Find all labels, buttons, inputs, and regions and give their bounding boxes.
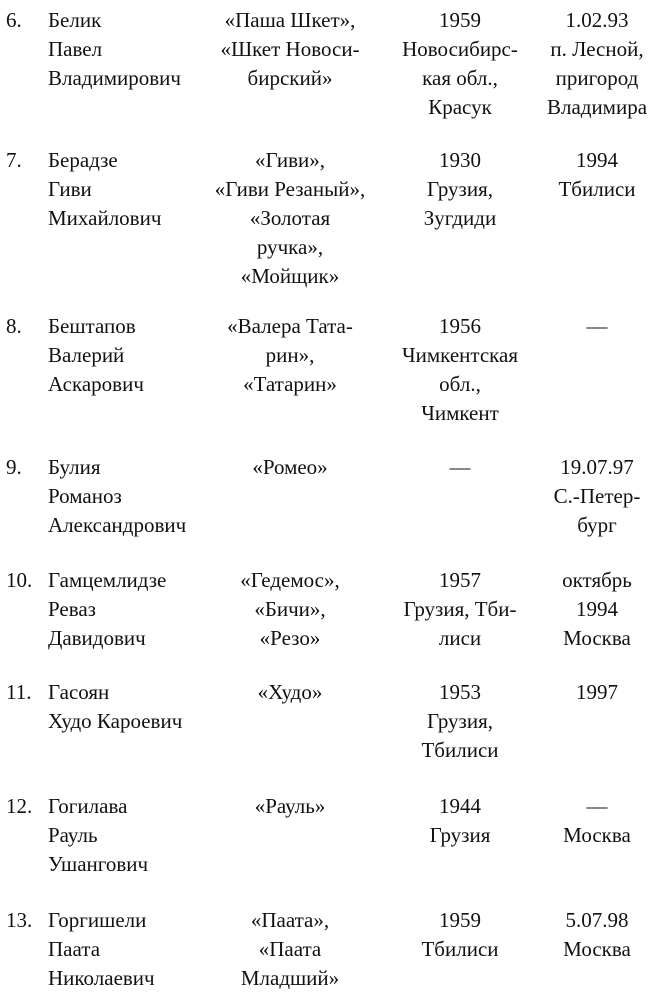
death-info: — Москва — [563, 794, 631, 847]
nickname: «Паша Шкет», «Шкет Новоси- бирский» — [220, 8, 360, 90]
death-info: 5.07.98 Москва — [563, 908, 631, 961]
nickname: «Гедемос», «Бичи», «Резо» — [240, 568, 340, 650]
person-name: Берадзе Гиви Михайлович — [48, 148, 162, 230]
person-name: Бештапов Валерий Аскарович — [48, 314, 144, 396]
nickname: «Худо» — [257, 680, 323, 704]
birth-info: 1930 Грузия, Зугдиди — [423, 148, 497, 230]
row-number: 6. — [6, 8, 22, 32]
death-info: 1.02.93 п. Лесной, пригород Владимира — [546, 8, 648, 119]
nickname: «Валера Тата- рин», «Татарин» — [227, 314, 353, 396]
row-number: 7. — [6, 148, 22, 172]
person-name: Гогилава Рауль Ушангович — [48, 794, 149, 876]
death-info: 1997 — [576, 680, 618, 704]
nickname: «Паата», «Паата Младший» — [240, 908, 340, 990]
death-info: 19.07.97 С.-Петер- бург — [553, 455, 641, 537]
birth-info: — — [449, 455, 471, 479]
birth-info: 1953 Грузия, Тбилиси — [421, 680, 499, 762]
row-number: 12. — [6, 794, 33, 818]
person-name: Булия Романоз Александрович — [48, 455, 187, 537]
nickname: «Гиви», «Гиви Резаный», «Золотая ручка», «Мойщик» — [214, 148, 366, 288]
nickname: «Ромео» — [252, 455, 328, 479]
person-name: Гамцемлидзе Реваз Давидович — [48, 568, 167, 650]
birth-info: 1956 Чимкентская обл., Чимкент — [401, 314, 519, 425]
person-name: Горгишели Паата Николаевич — [48, 908, 155, 990]
row-number: 13. — [6, 908, 33, 932]
death-info: 1994 Тбилиси — [558, 148, 636, 201]
person-name: Белик Павел Владимирович — [48, 8, 181, 90]
person-name: Гасоян Худо Кароевич — [48, 680, 183, 733]
birth-info: 1957 Грузия, Тби- лиси — [403, 568, 517, 650]
birth-info: 1944 Грузия — [429, 794, 491, 847]
death-info: — — [586, 314, 608, 338]
row-number: 9. — [6, 455, 22, 479]
row-number: 11. — [6, 680, 32, 704]
birth-info: 1959 Тбилиси — [421, 908, 499, 961]
row-number: 8. — [6, 314, 22, 338]
row-number: 10. — [6, 568, 33, 592]
birth-info: 1959 Новосибирс- кая обл., Красук — [402, 8, 518, 119]
death-info: октябрь 1994 Москва — [562, 568, 632, 650]
nickname: «Рауль» — [254, 794, 326, 818]
